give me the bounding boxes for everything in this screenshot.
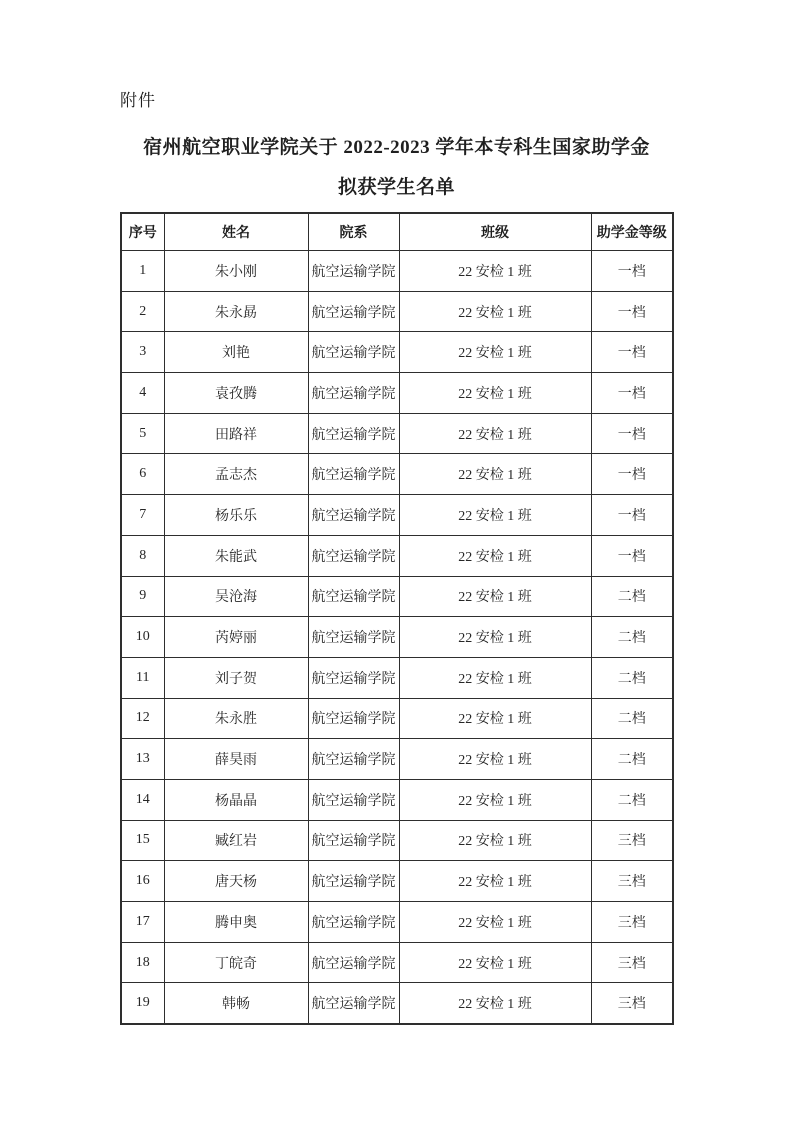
grant-level-cell: 一档 [591,251,673,292]
table-row [121,657,673,698]
department-cell: 航空运输学院 [308,657,399,698]
student-name-cell: 薛昊雨 [164,739,308,780]
student-name-cell: 朱能武 [164,535,308,576]
student-name-cell: 刘艳 [164,332,308,373]
grant-level-cell: 二档 [591,576,673,617]
class-cell: 22 安检 1 班 [399,902,591,943]
department-cell: 航空运输学院 [308,861,399,902]
student-name-cell: 韩畅 [164,983,308,1024]
department-cell: 航空运输学院 [308,251,399,292]
table-row [121,779,673,820]
class-cell: 22 安检 1 班 [399,657,591,698]
table-row [121,739,673,780]
department-cell: 航空运输学院 [308,617,399,658]
class-cell: 22 安检 1 班 [399,535,591,576]
department-cell: 航空运输学院 [308,698,399,739]
student-name-cell: 田路祥 [164,413,308,454]
student-name-cell: 腾申奥 [164,902,308,943]
column-header-no: 序号 [121,213,164,251]
document-title [0,128,793,208]
table-row [121,373,673,414]
class-cell: 22 安检 1 班 [399,617,591,658]
student-roster-table [120,212,674,1025]
class-cell: 22 安检 1 班 [399,413,591,454]
table-row [121,535,673,576]
row-number-cell: 12 [121,698,164,739]
student-name-cell: 孟志杰 [164,454,308,495]
table-row [121,454,673,495]
student-name-cell: 唐天杨 [164,861,308,902]
student-name-cell: 朱小刚 [164,251,308,292]
department-cell: 航空运输学院 [308,332,399,373]
row-number-cell: 11 [121,657,164,698]
grant-level-cell: 二档 [591,739,673,780]
department-cell: 航空运输学院 [308,373,399,414]
student-name-cell: 芮婷丽 [164,617,308,658]
table-row [121,413,673,454]
grant-level-cell: 一档 [591,413,673,454]
class-cell: 22 安检 1 班 [399,454,591,495]
row-number-cell: 16 [121,861,164,902]
grant-level-cell: 三档 [591,820,673,861]
table-row [121,495,673,536]
table-header [121,213,673,251]
grant-level-cell: 一档 [591,332,673,373]
class-cell: 22 安检 1 班 [399,698,591,739]
grant-level-cell: 二档 [591,698,673,739]
class-cell: 22 安检 1 班 [399,861,591,902]
department-cell: 航空运输学院 [308,902,399,943]
department-cell: 航空运输学院 [308,413,399,454]
table-row [121,861,673,902]
class-cell: 22 安检 1 班 [399,983,591,1024]
row-number-cell: 18 [121,942,164,983]
row-number-cell: 13 [121,739,164,780]
class-cell: 22 安检 1 班 [399,576,591,617]
department-cell: 航空运输学院 [308,820,399,861]
table-row [121,820,673,861]
department-cell: 航空运输学院 [308,576,399,617]
department-cell: 航空运输学院 [308,983,399,1024]
table-row [121,291,673,332]
row-number-cell: 5 [121,413,164,454]
class-cell: 22 安检 1 班 [399,373,591,414]
column-header-dept: 院系 [308,213,399,251]
class-cell: 22 安检 1 班 [399,739,591,780]
department-cell: 航空运输学院 [308,942,399,983]
table-row [121,983,673,1024]
class-cell: 22 安检 1 班 [399,942,591,983]
class-cell: 22 安检 1 班 [399,820,591,861]
row-number-cell: 6 [121,454,164,495]
row-number-cell: 1 [121,251,164,292]
department-cell: 航空运输学院 [308,779,399,820]
document-title-line2: 拟获学生名单 [337,177,455,198]
student-name-cell: 杨乐乐 [164,495,308,536]
row-number-cell: 19 [121,983,164,1024]
table-row [121,698,673,739]
grant-level-cell: 二档 [591,779,673,820]
department-cell: 航空运输学院 [308,454,399,495]
department-cell: 航空运输学院 [308,495,399,536]
grant-level-cell: 一档 [591,454,673,495]
document-title-line1: 宿州航空职业学院关于 2022-2023 学年本专科生国家助学金 [143,137,650,158]
grant-level-cell: 二档 [591,617,673,658]
student-name-cell: 刘子贺 [164,657,308,698]
row-number-cell: 8 [121,535,164,576]
table-header-row [121,213,673,251]
table-body [121,251,673,1025]
student-name-cell: 臧红岩 [164,820,308,861]
class-cell: 22 安检 1 班 [399,291,591,332]
table-row [121,902,673,943]
column-header-grade: 助学金等级 [591,213,673,251]
grant-level-cell: 三档 [591,942,673,983]
grant-level-cell: 三档 [591,983,673,1024]
grant-level-cell: 一档 [591,535,673,576]
column-header-class: 班级 [399,213,591,251]
grant-level-cell: 一档 [591,291,673,332]
student-name-cell: 袁孜腾 [164,373,308,414]
table-row [121,251,673,292]
row-number-cell: 3 [121,332,164,373]
table-row [121,617,673,658]
student-name-cell: 杨晶晶 [164,779,308,820]
row-number-cell: 10 [121,617,164,658]
grant-level-cell: 三档 [591,861,673,902]
class-cell: 22 安检 1 班 [399,495,591,536]
grant-level-cell: 二档 [591,657,673,698]
class-cell: 22 安检 1 班 [399,251,591,292]
class-cell: 22 安检 1 班 [399,332,591,373]
table-row [121,332,673,373]
student-name-cell: 吴沧海 [164,576,308,617]
row-number-cell: 17 [121,902,164,943]
grant-level-cell: 三档 [591,902,673,943]
row-number-cell: 9 [121,576,164,617]
department-cell: 航空运输学院 [308,535,399,576]
grant-level-cell: 一档 [591,495,673,536]
row-number-cell: 4 [121,373,164,414]
row-number-cell: 15 [121,820,164,861]
table-row [121,576,673,617]
student-name-cell: 朱永胜 [164,698,308,739]
student-name-cell: 朱永勗 [164,291,308,332]
department-cell: 航空运输学院 [308,291,399,332]
attachment-label: 附件 [120,91,156,110]
row-number-cell: 7 [121,495,164,536]
table-row [121,942,673,983]
row-number-cell: 2 [121,291,164,332]
class-cell: 22 安检 1 班 [399,779,591,820]
row-number-cell: 14 [121,779,164,820]
column-header-name: 姓名 [164,213,308,251]
grant-level-cell: 一档 [591,373,673,414]
department-cell: 航空运输学院 [308,739,399,780]
student-name-cell: 丁皖奇 [164,942,308,983]
